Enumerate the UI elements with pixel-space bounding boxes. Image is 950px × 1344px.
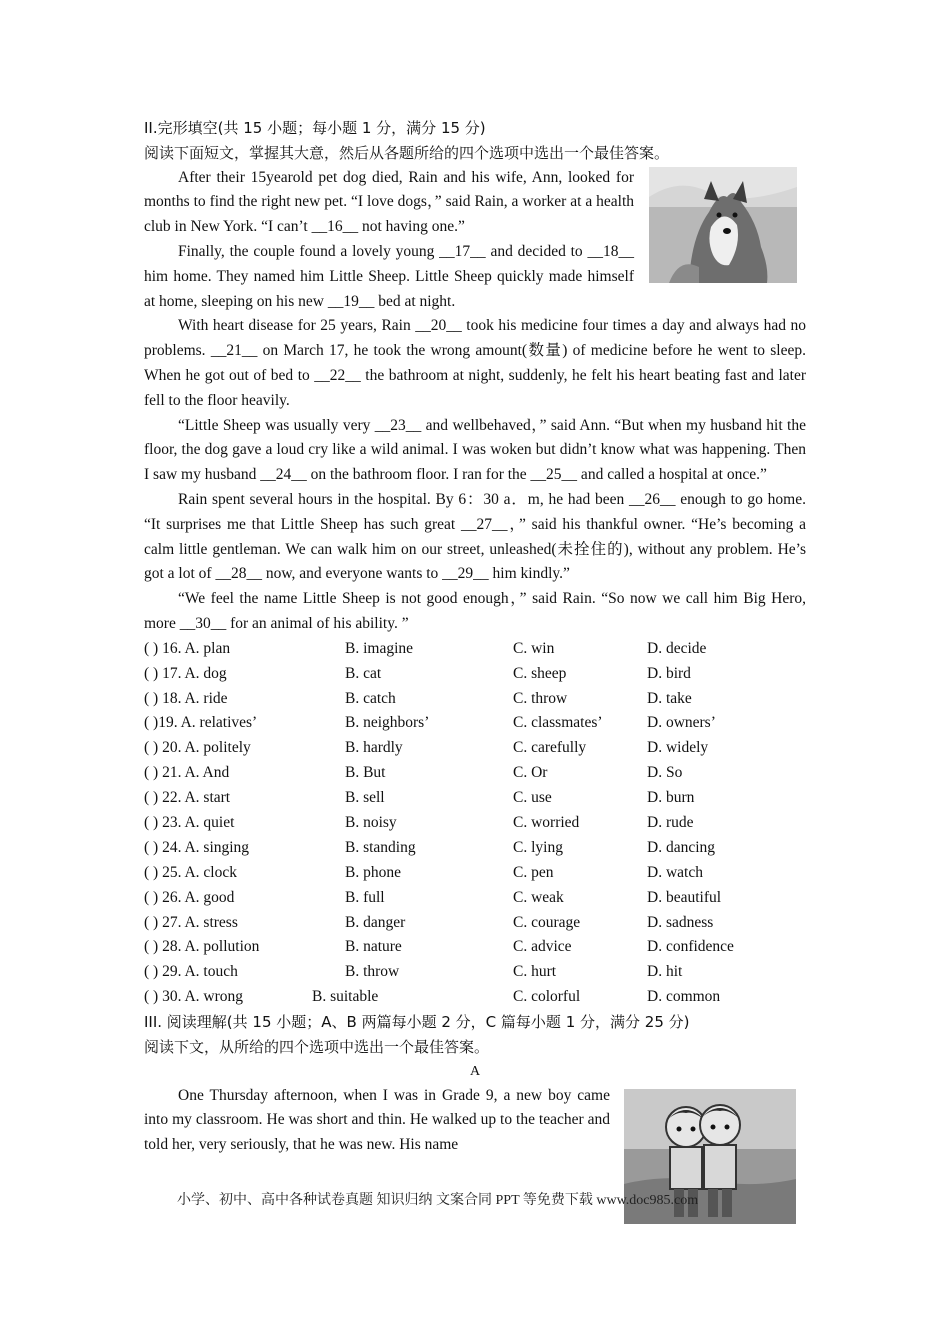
- cloze-paragraph-4: “Little Sheep was usually very __23__ and wellbehaved，” said Ann. “But when my husband hit the floor, the dog gave a loud cry like a wild animal. I was woken but didn’t know what was happening. Then I saw my husband __24__ on the bathroom floor. I ran for the __25__ and called a hospital at once.”: [144, 416, 806, 484]
- question-row: ( ) 27. A. stress B. danger C. courage D. sadness: [144, 913, 714, 931]
- cloze-paragraph-5: Rain spent several hours in the hospital. By 6：30 a．m, he had been __26__ enough to go home. “It surprises me that Little Sheep has such great __27__，” said his thankful owner. “He’s becoming a calm little gentleman. We can walk him on our street, unleashed(未拴住的), without any problem. He’s got a lot of __28__ now, and everyone wants to __29__ him kindly.”: [144, 490, 806, 583]
- cloze-paragraph-1: After their 15yearold pet dog died, Rain and his wife, Ann, looked for months to find the right new pet. “I love dogs，” said Rain, a worker at a health club in New York. “I can’t __16__ not having one.”: [144, 168, 634, 236]
- question-row: ( ) 22. A. start B. sell C. use D. burn: [144, 789, 695, 807]
- question-row: ( ) 30. A. wrong B. suitable C. colorful D. common: [144, 988, 721, 1006]
- section3-instruction: 阅读下文，从所给的四个选项中选出一个最佳答案。: [144, 1037, 490, 1056]
- cloze-paragraph-2: Finally, the couple found a lovely young __17__ and decided to __18__ him home. They named him Little Sheep. Little Sheep quickly made himself at home, sleeping on his new __19__ bed at night.: [144, 242, 634, 310]
- section3-title: III. 阅读理解(共 15 小题；A、B 两篇每小题 2 分，C 篇每小题 1 分，满分 25 分): [144, 1013, 690, 1032]
- question-row: ( ) 16. A. plan B. imagine C. win D. decide: [144, 639, 707, 657]
- question-row: ( ) 17. A. dog B. cat C. sheep D. bird: [144, 664, 691, 682]
- passage-label: A: [469, 1063, 481, 1079]
- question-row: ( ) 18. A. ride B. catch C. throw D. take: [144, 689, 692, 707]
- question-row: ( ) 20. A. politely B. hardly C. carefully D. widely: [144, 739, 709, 757]
- question-row: ( ) 29. A. touch B. throw C. hurt D. hit: [144, 963, 683, 981]
- dog-icon: [649, 167, 797, 283]
- question-row: ( ) 25. A. clock B. phone C. pen D. watch: [144, 863, 703, 881]
- dog-photo: [649, 167, 797, 283]
- question-row: ( ) 26. A. good B. full C. weak D. beautiful: [144, 888, 722, 906]
- reading-paragraph: One Thursday afternoon, when I was in Grade 9, a new boy came into my classroom. He was short and thin. He walked up to the teacher and told her, very seriously, that he was new. His name: [144, 1086, 610, 1154]
- question-row: ( ) 28. A. pollution B. nature C. advice D. confidence: [144, 938, 734, 956]
- footer-watermark: 小学、初中、高中各种试卷真题 知识归纳 文案合同 PPT 等免费下载 www.doc985.com: [177, 1193, 699, 1208]
- question-list: [144, 637, 806, 1010]
- cloze-paragraph-3: With heart disease for 25 years, Rain __20__ took his medicine four times a day and always had no problems. __21__ on March 17, he took the wrong amount(数量) of medicine before he went to sleep. When he got out of bed to __22__ the bathroom at night, suddenly, he felt his heart beating fast and later fell to the floor heavily.: [144, 317, 806, 409]
- question-row: ( ) 24. A. singing B. standing C. lying D. dancing: [144, 838, 716, 856]
- section2-title: II.完形填空(共 15 小题；每小题 1 分，满分 15 分): [144, 119, 486, 137]
- question-row: ( ) 21. A. And B. But C. Or D. So: [144, 764, 683, 782]
- question-row: ( )19. A. relatives’ B. neighbors’ C. classmates’ D. owners’: [144, 714, 716, 732]
- question-row: ( ) 23. A. quiet B. noisy C. worried D. rude: [144, 813, 694, 831]
- section2-instruction: 阅读下面短文，掌握其大意，然后从各题所给的四个选项中选出一个最佳答案。: [144, 143, 670, 162]
- cloze-paragraph-6: “We feel the name Little Sheep is not good enough，” said Rain. “So now we call him Big Hero, more __30__ for an animal of his ability. ”: [144, 590, 806, 632]
